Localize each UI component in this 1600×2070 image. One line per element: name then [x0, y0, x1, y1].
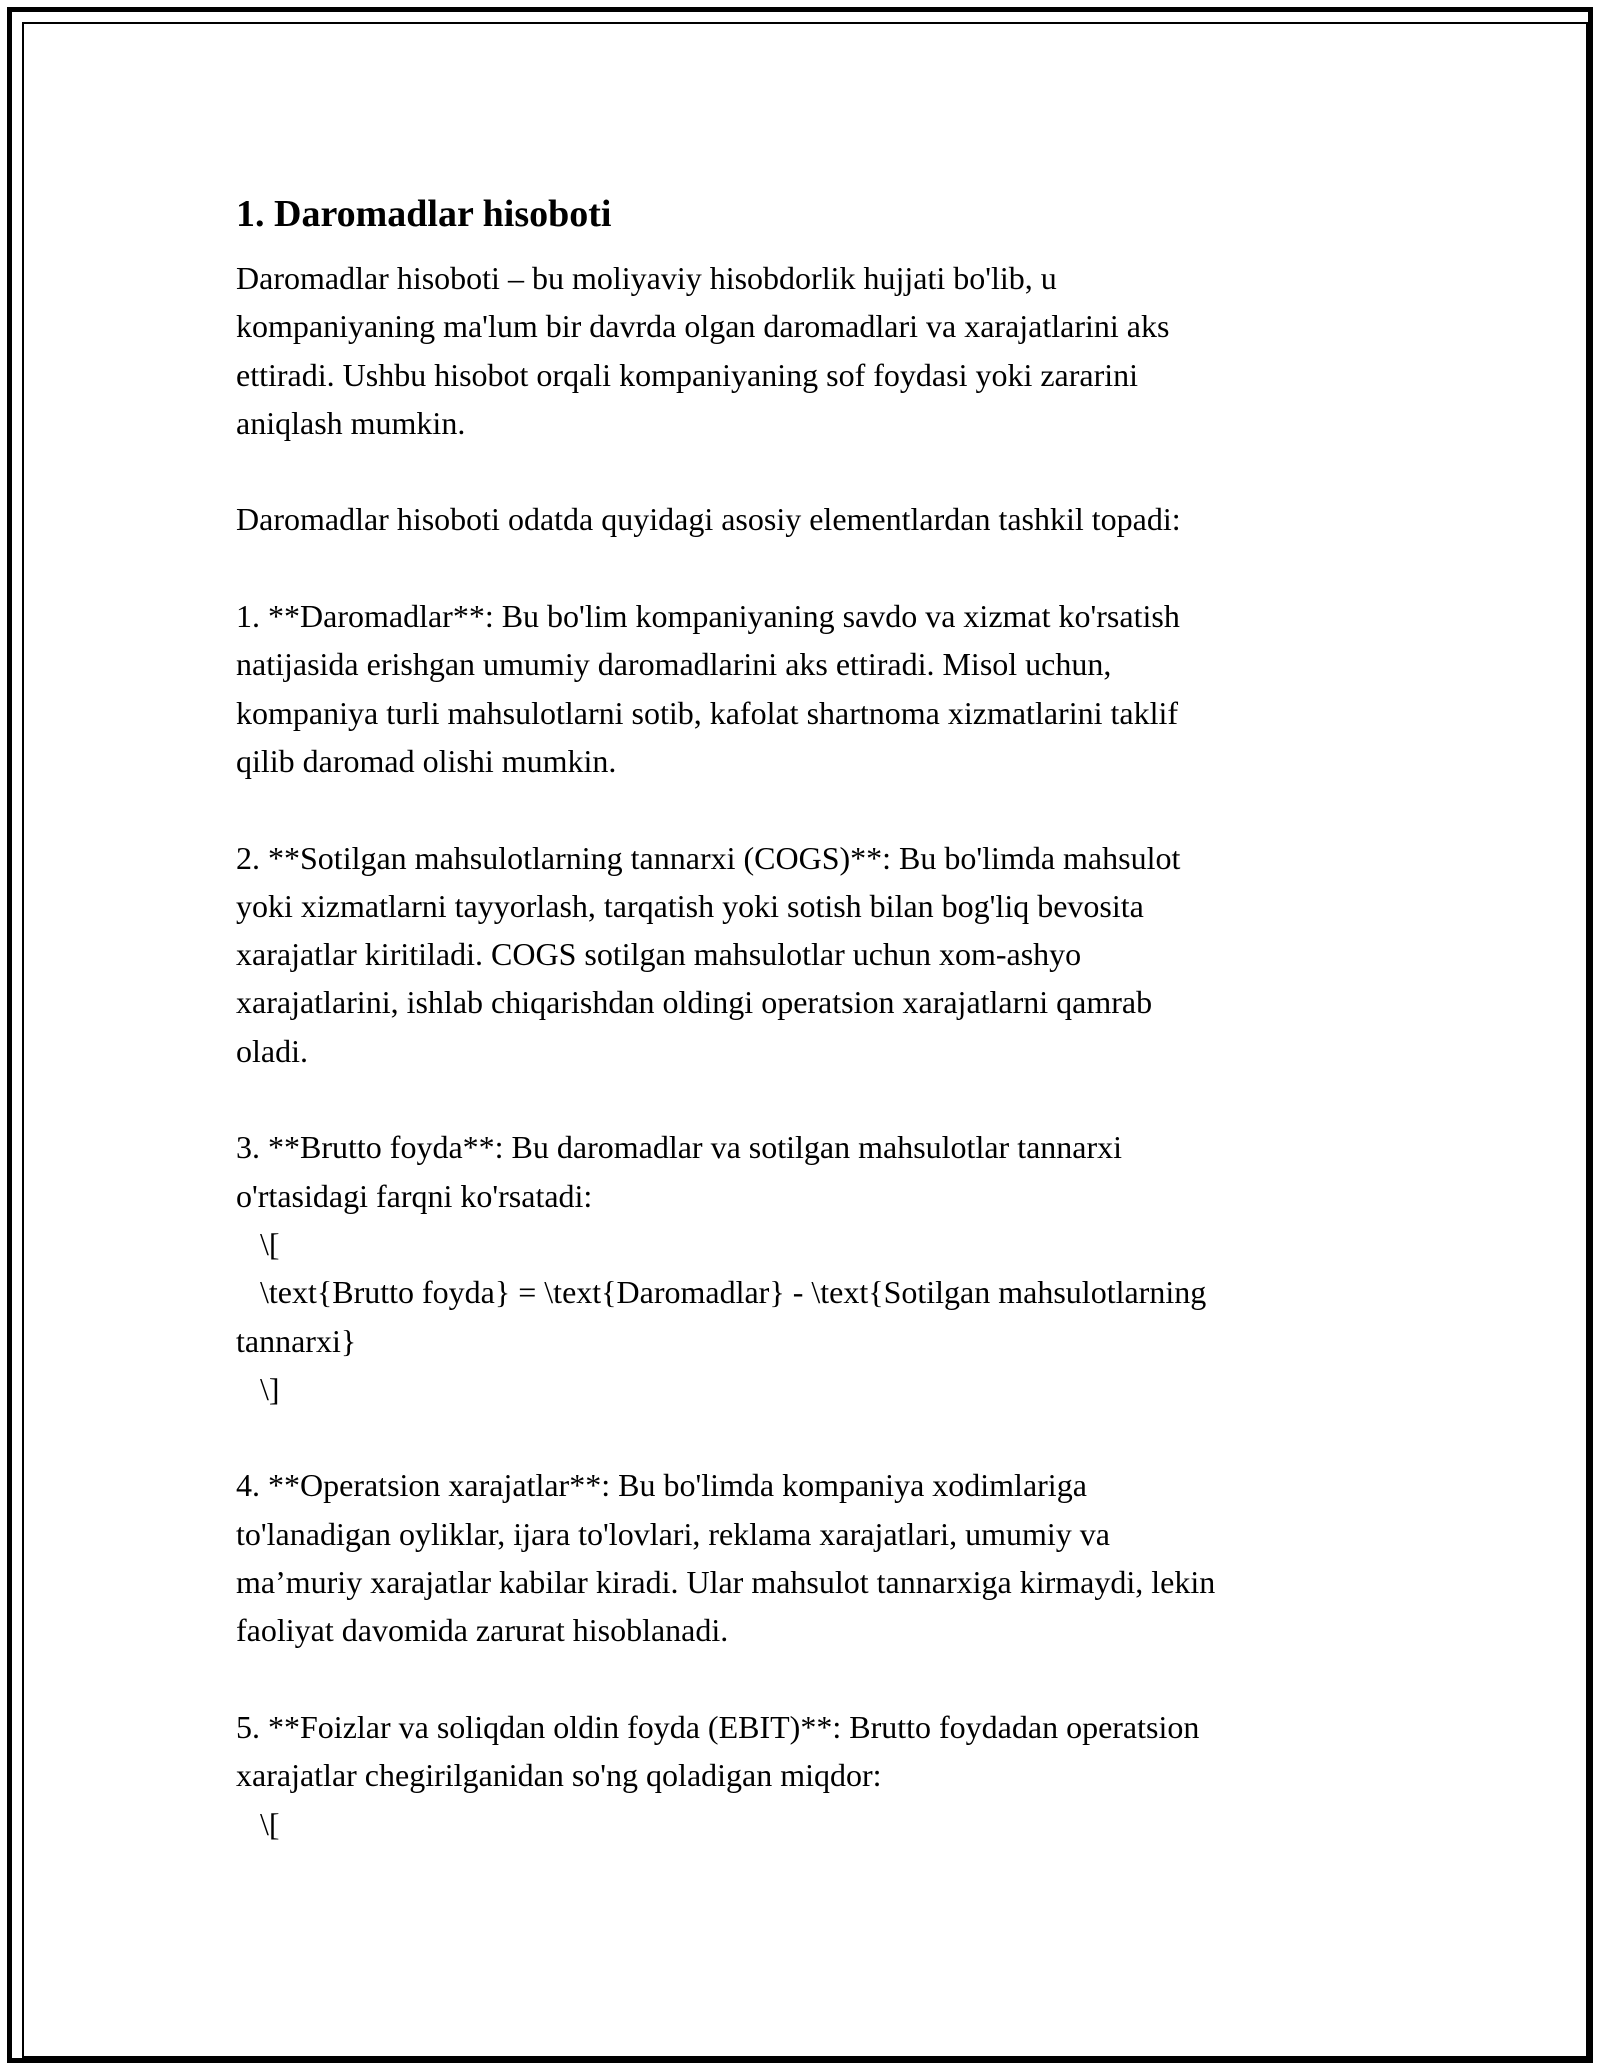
list-item-brutto-foyda	[236, 1123, 1396, 1413]
formula-line: \[	[236, 1225, 280, 1262]
text-line: 2. **Sotilgan mahsulotlarning tannarxi (COGS)**: Bu bo'limda mahsulot	[236, 839, 1181, 876]
text-line: kompaniya turli mahsulotlarni sotib, kafolat shartnoma xizmatlarini taklif	[236, 694, 1178, 731]
formula-line: \[	[236, 1805, 280, 1842]
paragraph-elements-lead	[236, 495, 1396, 543]
text-line: Daromadlar hisoboti – bu moliyaviy hisobdorlik hujjati bo'lib, u	[236, 260, 1057, 296]
text-line: to'lanadigan oyliklar, ijara to'lovlari, reklama xarajatlari, umumiy va	[236, 1515, 1110, 1552]
list-item-ebit	[236, 1703, 1396, 1848]
text-line: 5. **Foizlar va soliqdan oldin foyda (EBIT)**: Brutto foydadan operatsion	[236, 1708, 1200, 1745]
formula-line: \text{Brutto foyda} = \text{Daromadlar} - \text{Sotilgan mahsulotlarning	[236, 1274, 1207, 1311]
text-line: 4. **Operatsion xarajatlar**: Bu bo'limda kompaniya xodimlariga	[236, 1467, 1087, 1504]
list-item-daromadlar	[236, 592, 1396, 785]
formula-line: \]	[236, 1370, 280, 1407]
text-line: yoki xizmatlarni tayyorlash, tarqatish yoki sotish bilan bog'liq bevosita	[236, 887, 1144, 924]
section-heading: 1. Daromadlar hisoboti	[236, 193, 612, 235]
text-line: ettiradi. Ushbu hisobot orqali kompaniyaning sof foydasi yoki zararini	[236, 356, 1139, 393]
text-line: natijasida erishgan umumiy daromadlarini aks ettiradi. Misol uchun,	[236, 646, 1112, 683]
text-line: ma’muriy xarajatlar kabilar kiradi. Ular mahsulot tannarxiga kirmaydi, lekin	[236, 1564, 1216, 1601]
text-line: qilib daromad olishi mumkin.	[236, 742, 617, 779]
text-line: Daromadlar hisoboti odatda quyidagi asosiy elementlardan tashkil topadi:	[236, 501, 1181, 538]
text-line: xarajatlarini, ishlab chiqarishdan oldingi operatsion xarajatlarni qamrab	[236, 984, 1153, 1021]
text-line: 3. **Brutto foyda**: Bu daromadlar va sotilgan mahsulotlar tannarxi	[236, 1129, 1123, 1166]
text-line: o'rtasidagi farqni ko'rsatadi:	[236, 1177, 593, 1214]
text-line: oladi.	[236, 1032, 308, 1069]
text-line: xarajatlar kiritiladi. COGS sotilgan mahsulotlar uchun xom-ashyo	[236, 936, 1082, 973]
list-item-operatsion-xarajatlar	[236, 1461, 1396, 1654]
paragraph-intro	[236, 254, 1396, 447]
text-line: 1. **Daromadlar**: Bu bo'lim kompaniyaning savdo va xizmat ko'rsatish	[236, 598, 1180, 635]
text-line: kompaniyaning ma'lum bir davrda olgan daromadlari va xarajatlarini aks	[236, 308, 1170, 345]
formula-line: tannarxi}	[236, 1322, 357, 1359]
text-line: xarajatlar chegirilganidan so'ng qoladigan miqdor:	[236, 1757, 882, 1794]
text-line: aniqlash mumkin.	[236, 404, 466, 441]
text-line: faoliyat davomida zarurat hisoblanadi.	[236, 1612, 729, 1649]
document-body	[236, 186, 1396, 1848]
list-item-cogs	[236, 834, 1396, 1075]
